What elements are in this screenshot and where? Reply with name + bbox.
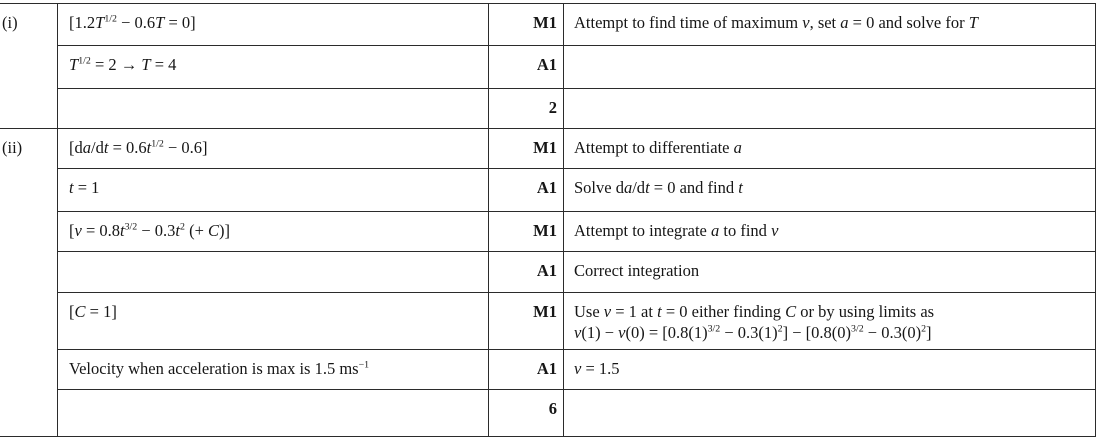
section-rows — [58, 129, 1095, 436]
table-row — [58, 45, 1095, 88]
mark-cell: A1 — [488, 350, 564, 389]
section-part-ii — [0, 128, 1095, 436]
section-rows — [58, 4, 1095, 128]
mark-cell: A1 — [488, 169, 564, 211]
working-cell: Velocity when acceleration is max is 1.5 $ms^{-1}$ — [69, 359, 370, 378]
working-cell — [58, 89, 488, 128]
comment-cell — [564, 46, 1095, 88]
working-cell — [58, 252, 488, 292]
comment-cell: Use v = 1 at t = 0 either finding C or by using limits as $v(1) - v(0) = [0.8(1)^{3/2} - 0.3(1)^2] - [0.8(0)^{3/2} - 0.3(0)^2]$ — [574, 302, 935, 343]
mark-cell: M1 — [488, 293, 564, 349]
table-row-subtotal — [58, 389, 1095, 436]
table-row — [58, 129, 1095, 168]
mark-cell: 2 — [488, 89, 564, 128]
working-cell: $T^{1/2} = 2 \to T = 4$ — [69, 55, 177, 74]
comment-cell: Attempt to differentiate a — [574, 138, 742, 157]
table-row — [58, 168, 1095, 211]
comment-cell: Solve da/dt = 0 and find t — [574, 178, 743, 197]
working-cell: $[da/dt = 0.6t^{1/2} - 0.6]$ — [69, 138, 208, 157]
mark-cell: A1 — [488, 252, 564, 292]
mark-cell: 6 — [488, 390, 564, 436]
mark-cell: M1 — [488, 4, 564, 45]
table-row — [58, 211, 1095, 251]
working-cell: [$v = 0.8t^{3/2} - 0.3t^2$ (+ C)] — [69, 221, 231, 240]
table-row-subtotal — [58, 88, 1095, 128]
mark-cell: M1 — [488, 129, 564, 168]
mark-cell: A1 — [488, 46, 564, 88]
working-cell: $[1.2T^{1/2} - 0.6T = 0]$ — [69, 13, 196, 32]
table-row — [58, 4, 1095, 45]
working-cell: t = 1 — [69, 178, 100, 197]
mark-cell: M1 — [488, 212, 564, 251]
part-label: (i) — [0, 4, 58, 128]
table-row — [58, 349, 1095, 389]
mark-scheme-table — [0, 3, 1096, 437]
table-row — [58, 292, 1095, 349]
working-cell: [C = 1] — [69, 302, 117, 321]
comment-cell: Attempt to integrate a to find v — [574, 221, 779, 240]
table-row — [58, 251, 1095, 292]
working-cell — [58, 390, 488, 436]
comment-cell: v = 1.5 — [574, 359, 620, 378]
part-label: (ii) — [0, 129, 58, 436]
comment-cell — [564, 390, 1095, 436]
comment-cell: Correct integration — [574, 261, 700, 280]
comment-cell: Attempt to find time of maximum v, set a = 0 and solve for T — [574, 13, 978, 32]
comment-cell — [564, 89, 1095, 128]
section-part-i — [0, 4, 1095, 128]
